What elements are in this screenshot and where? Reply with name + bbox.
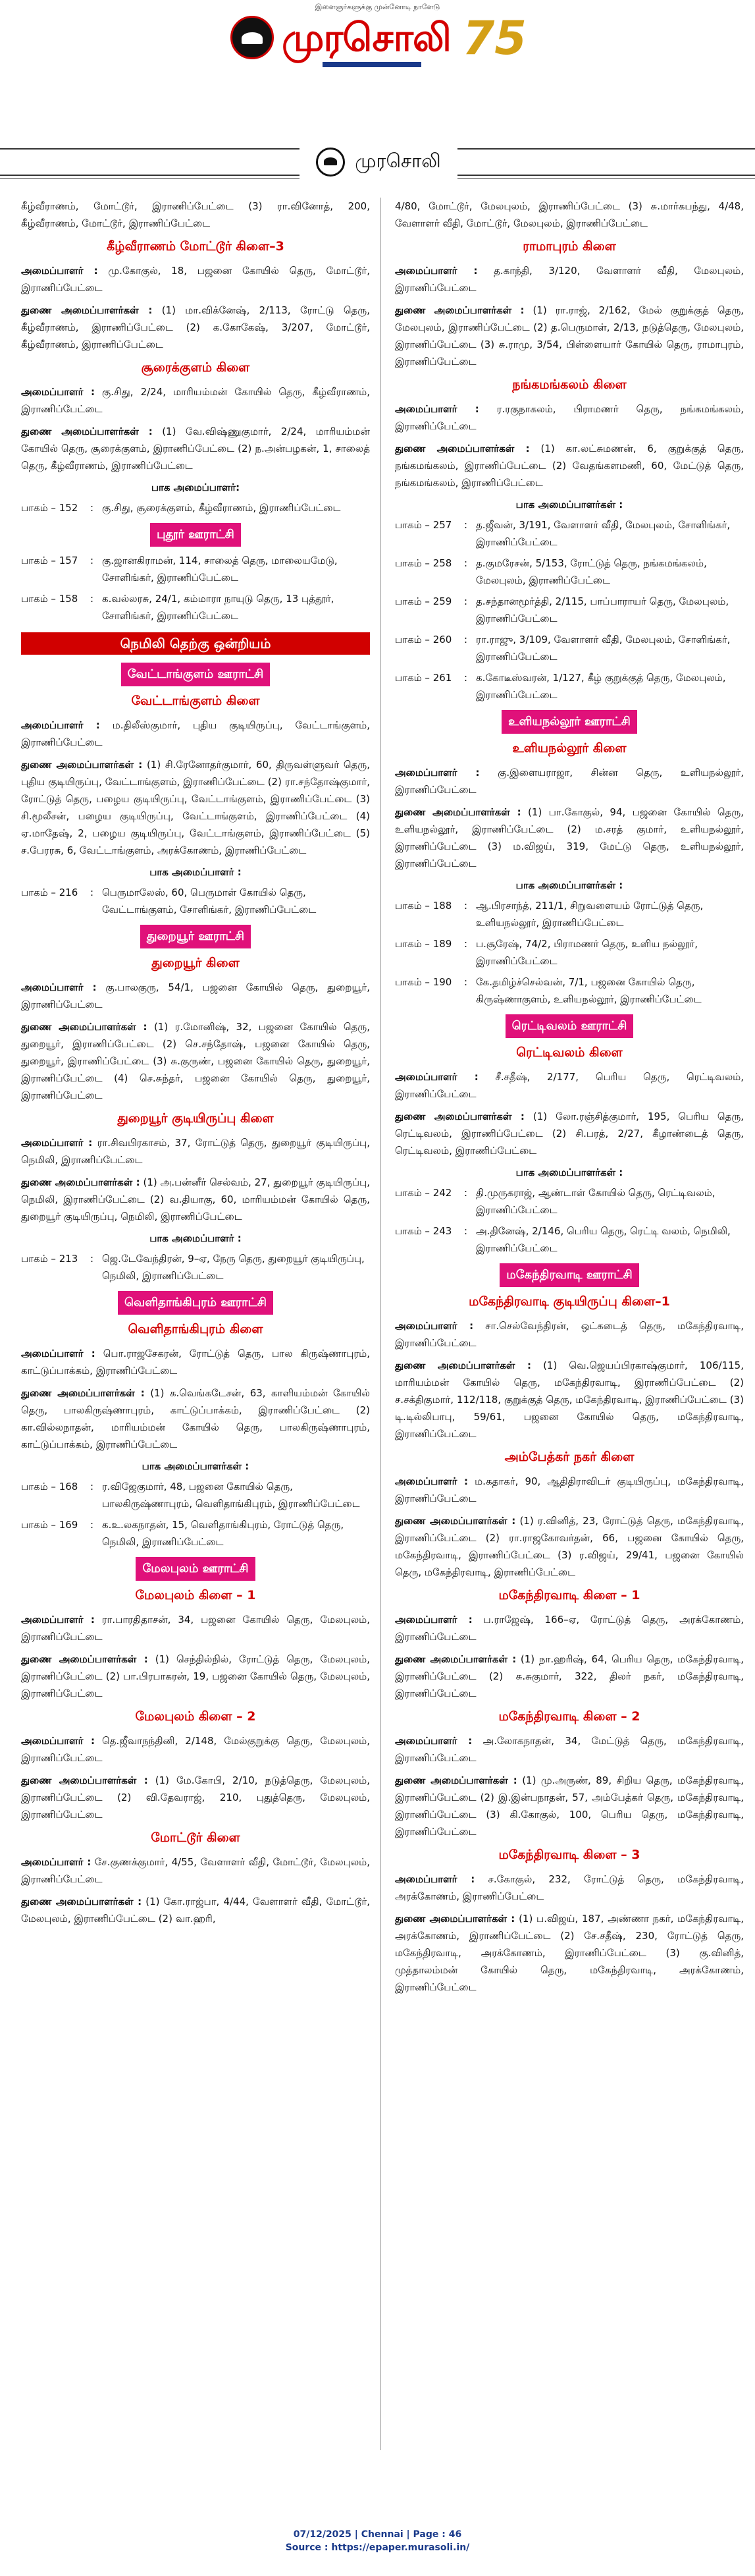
role-label: துணை அமைப்பாளர்கள் : [21, 1653, 148, 1665]
member-entry [395, 262, 744, 296]
role-label: அமைப்பாளர் : [395, 1320, 474, 1332]
ribbon-title: முரசொலி [355, 150, 441, 172]
member-entry [395, 1473, 744, 1507]
role-label: அமைப்பாளர் : [21, 1735, 95, 1747]
booth-organisers-heading: பாக அமைப்பாளர்கள் : [515, 499, 623, 510]
role-label: துணை அமைப்பாளர்கள் : [395, 1110, 525, 1122]
branch-heading: மகேந்திரவாடி கிளை – 2 [498, 1709, 640, 1724]
role-label: துணை அமைப்பாளர்கள் : [21, 759, 143, 771]
member-entry [395, 400, 744, 435]
role-label: துணை அமைப்பாளர்கள் : [21, 304, 153, 316]
separator: : [464, 672, 468, 684]
booth-organiser-details: க.உ.லகநாதன், 15, வெளிதாங்கிபுரம், ரோட்டுத் தெரு, நெமிலி, இராணிப்பேட்டை [102, 1519, 344, 1548]
member-details: ம.கதாகர், 90, ஆதிதிராவிடர் குடியிருப்பு, மகேந்திரவாடி, இராணிப்பேட்டை [395, 1475, 744, 1504]
booth-number: பாகம் – 158 [21, 593, 78, 605]
booth-number: பாகம் – 189 [395, 938, 452, 950]
member-details: (1) மா.விக்னேஷ், 2/113, ரோட்டு தெரு, கீழ்வீராணம், இராணிப்பேட்டை (2) க.கோகேஷ், 3/207, மோட்டூர், கீழ்வீராணம், இராணிப்பேட்டை [21, 304, 370, 350]
booth-organiser-details: த.ஜீவன், 3/191, வேளாளர் வீதி, மேலபுலம், சோளிங்கர், இராணிப்பேட்டை [476, 519, 731, 548]
member-details: (1) ப.விஜய், 187, அண்ணா நகர், மகேந்திரவாடி, அரக்கோணம், இராணிப்பேட்டை (2) சே.சதீஷ், 230, ரோட்டுத் தெரு, மகேந்திரவாடி, அரக்கோணம், இராணிப்பேட்டை (3) கு.வினித், முத்தாலம்மன் கோயில் தெரு, மகேந்திரவாடி, அரக்கோணம், இராணிப்பேட்டை [395, 1913, 744, 1993]
branch-heading: உளியநல்லூர் கிளை [512, 741, 627, 755]
separator: : [90, 555, 94, 566]
role-label: அமைப்பாளர் : [21, 1348, 95, 1359]
member-details: (1) அ.பன்னீர் செல்வம், 27, துறையூர் குடியிருப்பு, நெமிலி, இராணிப்பேட்டை (2) வ.தியாகு, 60, மாரியம்மன் கோயில் தெரு, துறையூர் குடியிருப்பு, நெமிலி, இராணிப்பேட்டை [21, 1176, 370, 1222]
booth-number: பாகம் – 157 [21, 555, 78, 566]
article-body [21, 198, 745, 2450]
panchayat-heading-label: வேட்டாங்குளம் ஊராட்சி [121, 663, 271, 686]
panchayat-heading-label: வெளிதாங்கிபுரம் ஊராட்சி [118, 1291, 273, 1315]
booth-row [21, 499, 370, 516]
member-entry [21, 1732, 370, 1767]
member-details: (1) மே.கோபி, 2/10, நடுத்தெரு, மேலபுலம், இராணிப்பேட்டை (2) வி.தேவராஜ், 210, புதுத்தெரு, மேலபுலம், இராணிப்பேட்டை [21, 1774, 370, 1821]
member-details: (1) ர.வினித், 23, ரோட்டுத் தெரு, மகேந்திரவாடி, இராணிப்பேட்டை (2) ரா.ராஜகோவர்தன், 66, பஜனை கோயில் தெரு, மகேந்திரவாடி, இராணிப்பேட்டை (3) ர.விஜய், 29/41, பஜனை கோயில் தெரு, மகேந்திரவாடி, இராணிப்பேட்டை [395, 1515, 744, 1578]
booth-organiser-details: கு.ஜானகிராமன், 114, சாலைத் தெரு, மாலையமேடு, சோளிங்கர், இராணிப்பேட்டை [102, 555, 338, 584]
member-entry [395, 198, 744, 232]
booth-organiser-details: க.வல்லரசு, 24/1, கம்மாரா நாயுடு தெரு, 13 புத்தூர், சோளிங்கர், இராணிப்பேட்டை [102, 593, 334, 622]
role-label: அமைப்பாளர் : [395, 403, 479, 415]
separator: : [90, 502, 94, 514]
separator: : [464, 1225, 468, 1237]
booth-organiser-details: ப.சூரேஷ், 74/2, பிராமணர் தெரு, உளிய நல்லூர், இராணிப்பேட்டை [476, 938, 698, 967]
role-label: துணை அமைப்பாளர்கள் : [21, 1387, 145, 1399]
booth-number: பாகம் – 190 [395, 976, 452, 988]
member-details: (1) மு.அருண், 89, சிறிய தெரு, மகேந்திரவாடி, இராணிப்பேட்டை (2) இ.இன்பநாதன், 57, அம்பேத்கர் தெரு, மகேந்திரவாடி, இராணிப்பேட்டை (3) கி.கோகுல், 100, பெரிய தெரு, மகேந்திரவாடி, இராணிப்பேட்டை [395, 1774, 744, 1838]
booth-row [395, 935, 744, 970]
booth-number: பாகம் – 169 [21, 1519, 78, 1531]
member-details: (1) ர.மோனிஷ், 32, பஜனை கோயில் தெரு, துறையூர், இராணிப்பேட்டை (2) செ.சந்தோஷ், பஜனை கோயில் தெரு, துறையூர், இராணிப்பேட்டை (3) சு.குருண், பஜனை கோயில் தெரு, துறையூர், இராணிப்பேட்டை (4) செ.சுந்தர், பஜனை கோயில் தெரு, துறையூர், இராணிப்பேட்டை [21, 1021, 370, 1101]
member-details: 4/80, மோட்டூர், மேலபுலம், இராணிப்பேட்டை (3) சு.மார்கபந்து, 4/48, வேளாளர் வீதி, மோட்டூர், மேலபுலம், இராணிப்பேட்டை [395, 200, 744, 229]
member-entry [395, 1772, 744, 1840]
booth-row [395, 1222, 744, 1257]
member-details: (1) ரா.ராஜ், 2/162, மேல் குறுக்குத் தெரு, மேலபுலம், இராணிப்பேட்டை (2) த.பெருமாள், 2/13, நடுத்தெரு, மேலபுலம், இராணிப்பேட்டை (3) சு.ராமு, 3/54, பிள்ளையார் கோயில் தெரு, ராமாபுரம், இராணிப்பேட்டை [395, 304, 744, 368]
booth-row [21, 552, 370, 586]
booth-row [395, 593, 744, 627]
booth-organiser-details: பெருமாலேஸ், 60, பெருமாள் கோயில் தெரு, வேட்டாங்குளம், சோளிங்கர், இராணிப்பேட்டை [102, 887, 317, 916]
role-label: அமைப்பாளர் : [21, 719, 100, 731]
booth-number: பாகம் – 261 [395, 672, 452, 684]
separator: : [90, 887, 94, 898]
member-entry [395, 1611, 744, 1645]
member-details: ரா.பாரதிதாசன், 34, பஜனை கோயில் தெரு, மேலபுலம், இராணிப்பேட்டை [21, 1614, 370, 1643]
role-label: அமைப்பாளர் : [21, 1137, 93, 1149]
panchayat-heading-label: மகேந்திரவாடி ஊராட்சி [500, 1263, 638, 1287]
panchayat-heading [395, 1263, 744, 1287]
role-label: துணை அமைப்பாளர்கள் : [21, 1021, 147, 1033]
booth-row [395, 1184, 744, 1219]
masthead [0, 0, 755, 132]
booth-row [395, 516, 744, 551]
member-entry [21, 1134, 370, 1168]
section-ribbon [299, 140, 457, 186]
member-entry [21, 1345, 370, 1379]
member-entry [395, 1068, 744, 1103]
branch-heading: துறையூர் கிளை [151, 956, 240, 970]
member-details: (1) லோ.ரஞ்சித்குமார், 195, பெரிய தெரு, ரெட்டிவலம், இராணிப்பேட்டை (2) சி.பரத், 2/27, கீழாண்டைத் தெரு, ரெட்டிவலம், இராணிப்பேட்டை [395, 1110, 744, 1157]
booth-row [395, 631, 744, 665]
role-label: துணை அமைப்பாளர்கள் : [395, 304, 525, 316]
newspaper-logo[interactable] [230, 12, 527, 71]
separator: : [464, 938, 468, 950]
booth-row [21, 1478, 370, 1512]
booth-organisers-heading: பாக அமைப்பாளர்கள் : [142, 1460, 249, 1472]
booth-organiser-details: ஜெ.டேவேந்திரன், 9–ஏ, நேரு தெரு, துறையூர் குடியிருப்பு, நெமிலி, இராணிப்பேட்டை [102, 1253, 365, 1282]
member-entry [395, 764, 744, 798]
member-details: கு.பாலகுரு, 54/1, பஜனை கோயில் தெரு, துறையூர், இராணிப்பேட்டை [21, 981, 370, 1010]
separator: : [90, 593, 94, 605]
role-label: அமைப்பாளர் : [395, 1071, 479, 1083]
branch-heading: மகேந்திரவாடி கிளை – 3 [498, 1848, 640, 1862]
booth-organiser-details: கு.சிது, சூரைக்குளம், கீழ்வீராணம், இராணிப்பேட்டை [102, 502, 341, 514]
separator: : [464, 900, 468, 912]
member-entry [395, 1871, 744, 1905]
branch-heading: மகேந்திரவாடி கிளை – 1 [498, 1588, 640, 1603]
member-entry [21, 1384, 370, 1453]
panchayat-heading [21, 1557, 370, 1581]
branch-heading: நங்கமங்கலம் கிளை [512, 377, 627, 392]
role-label: அமைப்பாளர் : [21, 981, 97, 993]
member-entry [395, 804, 744, 872]
branch-heading: மேலபுலம் கிளை – 1 [135, 1588, 256, 1603]
member-entry [395, 1512, 744, 1581]
member-entry [21, 1893, 370, 1927]
branch-heading: மகேந்திரவாடி குடியிருப்பு கிளை–1 [469, 1294, 670, 1309]
booth-organiser-details: தி.முருகராஜ், ஆண்டாள் கோயில் தெரு, ரெட்டிவலம், இராணிப்பேட்டை [476, 1187, 716, 1216]
role-label: துணை அமைப்பாளர்கள் : [395, 443, 530, 454]
member-entry [395, 1357, 744, 1442]
member-entry [21, 1174, 370, 1225]
role-label: துணை அமைப்பாளர்கள் : [395, 1653, 517, 1665]
member-details: ர.ரகுநாகலம், பிராமணர் தெரு, நங்கமங்கலம், இராணிப்பேட்டை [395, 403, 744, 432]
branch-heading: மோட்டூர் கிளை [151, 1830, 240, 1845]
booth-row [21, 590, 370, 624]
branch-heading: துறையூர் குடியிருப்பு கிளை [117, 1111, 274, 1126]
separator: : [464, 557, 468, 569]
booth-organiser-details: ர.விஜேகுமார், 48, பஜனை கோயில் தெரு, பாலகிருஷ்ணாபுரம், வெளிதாங்கிபுரம், இராணிப்பேட்டை [102, 1481, 360, 1510]
member-entry [395, 1651, 744, 1702]
booth-number: பாகம் – 257 [395, 519, 452, 531]
booth-row [395, 669, 744, 703]
member-entry [21, 756, 370, 859]
separator: : [90, 1253, 94, 1265]
panchayat-heading [395, 1014, 744, 1038]
member-entry [395, 1317, 744, 1352]
right-column [395, 198, 744, 2450]
role-label: அமைப்பாளர் : [21, 1856, 91, 1868]
member-details: த.காந்தி, 3/120, வேளாளர் வீதி, மேலபுலம், இராணிப்பேட்டை [395, 265, 744, 294]
member-entry [21, 423, 370, 474]
left-column [21, 198, 370, 2450]
booth-row [21, 1250, 370, 1284]
member-entry [21, 1772, 370, 1823]
panchayat-heading [21, 1291, 370, 1315]
member-entry [395, 1910, 744, 1996]
member-entry [21, 302, 370, 353]
member-entry [21, 1651, 370, 1702]
role-label: துணை அமைப்பாளர்கள் : [21, 425, 153, 437]
booth-number: பாகம் – 243 [395, 1225, 452, 1237]
member-entry [395, 1732, 744, 1767]
separator: : [464, 1187, 468, 1199]
footer-date-page: 07/12/2025 | Chennai | Page : 46 [293, 2529, 462, 2540]
role-label: அமைப்பாளர் : [395, 1614, 473, 1626]
page-footer [0, 2528, 755, 2554]
anniversary-75-badge: 75 [462, 11, 527, 65]
member-details: (1) செந்தில்நில், ரோட்டுத் தெரு, மேலபுலம், இராணிப்பேட்டை (2) பா.பிரபாகரன், 19, பஜனை கோயில் தெரு, மேலபுலம், இராணிப்பேட்டை [21, 1653, 370, 1699]
role-label: அமைப்பாளர் : [21, 1614, 95, 1626]
member-details: ரா.சிவபிரகாசம், 37, ரோட்டுத் தெரு, துறையூர் குடியிருப்பு, நெமிலி, இராணிப்பேட்டை [21, 1137, 370, 1166]
member-details: (1) நா.ஹரிஷ், 64, பெரிய தெரு, மகேந்திரவாடி, இராணிப்பேட்டை (2) சு.சுகுமார், 322, திலர் நகர், மகேந்திரவாடி, இராணிப்பேட்டை [395, 1653, 744, 1699]
booth-number: பாகம் – 152 [21, 502, 78, 514]
branch-heading: வேட்டாங்குளம் கிளை [131, 694, 260, 708]
member-details: ப.ராஜேஷ், 166–ஏ, ரோட்டுத் தெரு, அரக்கோணம், இராணிப்பேட்டை [395, 1614, 744, 1643]
role-label: அமைப்பாளர் : [395, 1735, 473, 1747]
separator: : [464, 634, 468, 645]
member-details: ம.திலீஸ்குமார், புதிய குடியிருப்பு, வேட்டாங்குளம், இராணிப்பேட்டை [21, 719, 370, 748]
panchayat-heading-label: ரெட்டிவலம் ஊராட்சி [506, 1014, 634, 1038]
booth-organiser-details: க.கோடீஸ்வரன், 1/127, கீழ் குறுக்குத் தெரு, மேலபுலம், இராணிப்பேட்டை [476, 672, 726, 701]
member-entry [21, 979, 370, 1013]
logo-underline-bar [323, 62, 421, 67]
booth-row [395, 897, 744, 931]
role-label: அமைப்பாளர் : [21, 265, 98, 277]
panchayat-heading-label: துறையூர் ஊராட்சி [140, 925, 251, 948]
booth-organiser-details: ரா.ராஜு, 3/109, வேளாளர் வீதி, மேலபுலம், சோளிங்கர், இராணிப்பேட்டை [476, 634, 731, 663]
branch-heading: வெளிதாங்கிபுரம் கிளை [128, 1322, 263, 1336]
member-details: கு.சிது, 2/24, மாரியம்மன் கோயில் தெரு, கீழ்வீராணம், இராணிப்பேட்டை [21, 386, 370, 415]
panchayat-heading-label: உளியநல்லூர் ஊராட்சி [502, 710, 637, 734]
member-entry [21, 198, 370, 232]
rising-sun-emblem-icon [230, 16, 274, 59]
footer-source-link[interactable]: Source : https://epaper.murasoli.in/ [285, 2542, 470, 2553]
booth-organiser-details: கே.தமிழ்ச்செல்வன், 7/1, பஜனை கோயில் தெரு, கிருஷ்ணாகுளம், உளியநல்லூர், இராணிப்பேட்டை [476, 976, 702, 1005]
union-heading: நெமிலி தெற்கு ஒன்றியம் [21, 632, 370, 655]
member-details: கீழ்வீராணம், மோட்டூர், இராணிப்பேட்டை (3) ரா.வினோத், 200, கீழ்வீராணம், மோட்டூர், இராணிப்பேட்டை [21, 200, 370, 229]
booth-organiser-details: த.சந்தானமூர்த்தி, 2/115, பாப்பாராயர் தெரு, மேலபுலம், இராணிப்பேட்டை [476, 595, 729, 624]
member-entry [21, 383, 370, 418]
booth-organisers-heading: பாக அமைப்பாளர்: [151, 481, 240, 493]
member-details: மு.கோகுல், 18, பஜனை கோயில் தெரு, மோட்டூர், இராணிப்பேட்டை [21, 265, 370, 294]
booth-number: பாகம் – 260 [395, 634, 452, 645]
member-entry [21, 1611, 370, 1645]
panchayat-heading-label: மேலபுலம் ஊராட்சி [136, 1557, 255, 1581]
logo-text: முரசொலி [282, 15, 451, 60]
member-details: (1) க.வெங்கடேசன், 63, காளியம்மன் கோயில் தெரு, பாலகிருஷ்ணாபுரம், காட்டுப்பாக்கம், இராணிப்பேட்டை (2) கா.வில்லநாதன், மாரியம்மன் கோயில் தெரு, பாலகிருஷ்ணாபுரம், காட்டுப்பாக்கம், இராணிப்பேட்டை [21, 1387, 370, 1450]
role-label: துணை அமைப்பாளர்கள் : [395, 1359, 531, 1371]
branch-heading: ராமாபுரம் கிளை [523, 239, 616, 254]
separator: : [464, 519, 468, 531]
role-label: துணை அமைப்பாளர்கள் : [395, 1774, 517, 1786]
branch-heading: அம்பேத்கர் நகர் கிளை [504, 1450, 635, 1464]
member-details: (1) கா.லட்சுமணன், 6, குறுக்குத் தெரு, நங்கமங்கலம், இராணிப்பேட்டை (2) வேதங்களமணி, 60, மேட்டுத் தெரு, நங்கமங்கலம், இராணிப்பேட்டை [395, 443, 744, 489]
booth-number: பாகம் – 242 [395, 1187, 452, 1199]
member-details: (1) வெ.ஜெயப்பிரகாஷ்குமார், 106/115, மாரியம்மன் கோயில் தெரு, மகேந்திரவாடி, இராணிப்பேட்டை (2) ச.சக்திகுமார், 112/118, குறுக்குத் தெரு, மகேந்திரவாடி, இராணிப்பேட்டை (3) டி.டில்லிபாபு, 59/61, பஜனை கோயில் தெரு, மகேந்திரவாடி, இராணிப்பேட்டை [395, 1359, 744, 1440]
member-entry [21, 1018, 370, 1104]
emblem-icon [316, 148, 345, 177]
member-entry [21, 1853, 370, 1888]
panchayat-heading [21, 663, 370, 686]
booth-organisers-heading: பாக அமைப்பாளர்கள் : [515, 1166, 623, 1178]
booth-number: பாகம் – 259 [395, 595, 452, 607]
member-details: (1) பா.கோகுல், 94, பஜனை கோயில் தெரு, உளியநல்லூர், இராணிப்பேட்டை (2) ம.சரத் குமார், உளியநல்லூர், இராணிப்பேட்டை (3) ம.விஜய், 319, மேட்டு தெரு, உளியநல்லூர், இராணிப்பேட்டை [395, 806, 744, 869]
booth-organiser-details: த.குமரேசன், 5/153, ரோட்டுத் தெரு, நங்கமங்கலம், மேலபுலம், இராணிப்பேட்டை [476, 557, 707, 586]
booth-row [395, 973, 744, 1008]
booth-number: பாகம் – 168 [21, 1481, 78, 1493]
separator: : [464, 976, 468, 988]
role-label: துணை அமைப்பாளர்கள் : [395, 806, 521, 818]
member-details: சா.செல்வேந்திரன், ஒட்கடைத் தெரு, மகேந்திரவாடி, இராணிப்பேட்டை [395, 1320, 744, 1349]
booth-row [21, 1516, 370, 1550]
booth-organisers-heading: பாக அமைப்பாளர் : [149, 1232, 242, 1244]
member-entry [21, 717, 370, 751]
panchayat-heading [395, 710, 744, 734]
booth-number: பாகம் – 216 [21, 887, 78, 898]
panchayat-heading [21, 925, 370, 948]
separator: : [90, 1519, 94, 1531]
member-details: (1) கோ.ராஜ்பா, 4/44, வேளாளர் வீதி, மோட்டூர், மேலபுலம், இராணிப்பேட்டை (2) வா.ஹரி, [21, 1896, 370, 1925]
booth-number: பாகம் – 258 [395, 557, 452, 569]
panchayat-heading-label: புதூர் ஊராட்சி [150, 523, 241, 547]
member-details: (1) வே.விஷ்ணுகுமார், 2/24, மாரியம்மன் கோயில் தெரு, சூரைக்குளம், இராணிப்பேட்டை (2) ந.அன்பழகன், 1, சாலைத் தெரு, கீழ்வீராணம், இராணிப்பேட்டை [21, 425, 370, 472]
booth-organiser-details: ஆ.பிரசாந்த், 211/1, சிறுவளையம் ரோட்டுத் தெரு, உளியநல்லூர், இராணிப்பேட்டை [476, 900, 704, 929]
member-details: சே.குணக்குமார், 4/55, வேளாளர் வீதி, மோட்டூர், மேலபுலம், இராணிப்பேட்டை [21, 1856, 370, 1885]
member-details: சீ.சதீஷ், 2/177, பெரிய தெரு, ரெட்டிவலம், இராணிப்பேட்டை [395, 1071, 744, 1100]
member-entry [395, 440, 744, 491]
role-label: அமைப்பாளர் : [395, 265, 478, 277]
role-label: அமைப்பாளர் : [395, 767, 480, 779]
member-details: பொ.ராஜசேகரன், ரோட்டுத் தெரு, பால கிருஷ்ணாபுரம், காட்டுப்பாக்கம், இராணிப்பேட்டை [21, 1348, 370, 1377]
booth-row [395, 555, 744, 589]
role-label: அமைப்பாளர் : [395, 1475, 469, 1487]
member-details: தெ.ஜீவாநந்தினி, 2/148, மேல்குறுக்கு தெரு, மேலபுலம், இராணிப்பேட்டை [21, 1735, 370, 1764]
member-details: கு.இளையராஜா, சின்ன தெரு, உளியநல்லூர், இராணிப்பேட்டை [395, 767, 744, 796]
separator: : [464, 595, 468, 607]
branch-heading: சூரைக்குளம் கிளை [141, 360, 250, 375]
member-entry [395, 1108, 744, 1159]
role-label: துணை அமைப்பாளர்கள் : [21, 1176, 140, 1188]
booth-organisers-heading: பாக அமைப்பாளர் : [149, 866, 242, 878]
booth-number: பாகம் – 213 [21, 1253, 78, 1265]
role-label: அமைப்பாளர் : [395, 1873, 475, 1885]
member-entry [395, 302, 744, 370]
panchayat-heading [21, 523, 370, 547]
masthead-tagline: இளைஞர்களுக்கு முன்னோடி நாளேடு [315, 3, 440, 11]
booth-row [21, 884, 370, 918]
member-details: அ.லோகநாதன், 34, மேட்டுத் தெரு, மகேந்திரவாடி, இராணிப்பேட்டை [395, 1735, 744, 1764]
role-label: துணை அமைப்பாளர்கள் : [21, 1774, 148, 1786]
separator: : [90, 1481, 94, 1493]
booth-number: பாகம் – 188 [395, 900, 452, 912]
role-label: அமைப்பாளர் : [21, 386, 95, 398]
booth-organiser-details: அ.தினேஷ், 2/146, பெரிய தெரு, ரெட்டி வலம், நெமிலி, இராணிப்பேட்டை [476, 1225, 731, 1254]
role-label: துணை அமைப்பாளர்கள் : [395, 1515, 516, 1527]
member-details: (1) சி.ரேனோதர்குமார், 60, திருவள்ளுவர் தெரு, புதிய குடியிருப்பு, வேட்டாங்குளம், இராணிப்பேட்டை (2) ரா.சந்தோஷ்குமார், ரோட்டுத் தெரு, பழைய குடியிருப்பு, வேட்டாங்குளம், இராணிப்பேட்டை (3) சி.மூலீசன், பழைய குடியிருப்பு, வேட்டாங்குளம், இராணிப்பேட்டை (4) ஏ.மாதேஷ், 2, பழைய குடியிருப்பு, வேட்டாங்குளம், இராணிப்பேட்டை (5) ச.பேரரசு, 6, வேட்டாங்குளம், அரக்கோணம், இராணிப்பேட்டை [21, 759, 370, 856]
branch-heading: ரெட்டிவலம் கிளை [516, 1045, 623, 1060]
member-details: ச.கோகுல், 232, ரோட்டுத் தெரு, மகேந்திரவாடி, அரக்கோணம், இராணிப்பேட்டை [395, 1873, 744, 1902]
branch-heading: மேலபுலம் கிளை – 2 [135, 1709, 256, 1724]
member-entry [21, 262, 370, 296]
role-label: துணை அமைப்பாளர்கள் : [395, 1913, 515, 1925]
branch-heading: கீழ்வீராணம் மோட்டூர் கிளை–3 [107, 239, 284, 254]
booth-organisers-heading: பாக அமைப்பாளர்கள் : [515, 879, 623, 891]
role-label: துணை அமைப்பாளர்கள் : [21, 1896, 142, 1907]
column-divider [380, 198, 381, 2450]
